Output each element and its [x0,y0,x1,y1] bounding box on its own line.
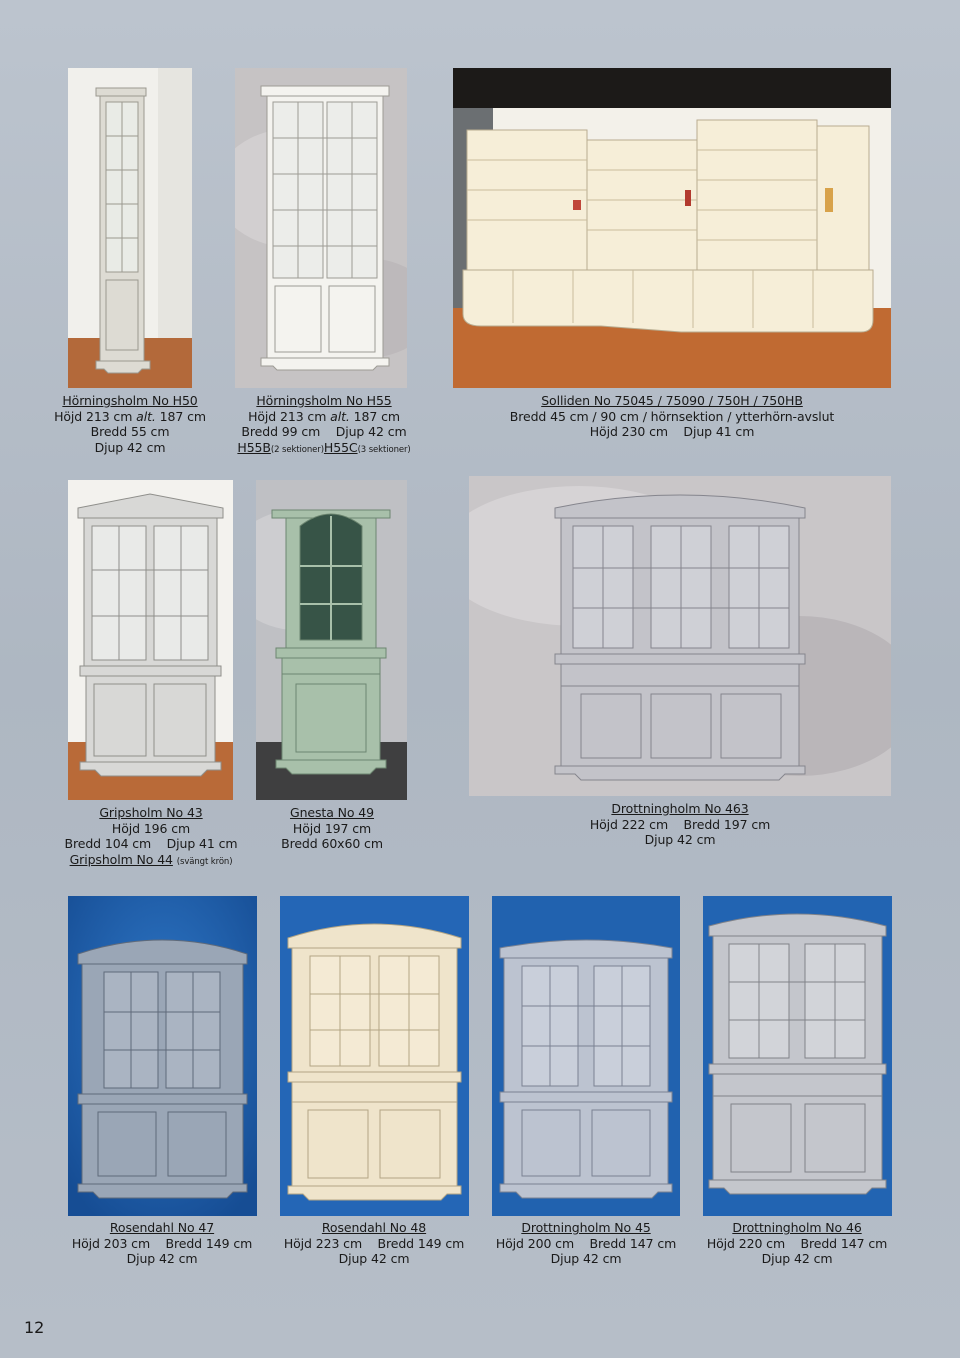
product-title[interactable]: Drottningholm No 463 [611,801,749,816]
variant-code[interactable]: H55C [323,439,358,455]
dimensions-text: Höjd 203 cm Bredd 149 cm [71,1235,253,1251]
product-title[interactable]: Solliden No 75045 / 75090 / 750H / 750HB [541,393,803,408]
depth-text: Djup 42 cm [126,1251,198,1266]
photo-solliden [453,68,891,388]
caption-rosendahl-47 [52,1220,272,1267]
dimensions-text: Höjd 222 cm Bredd 197 cm [589,816,771,832]
dimensions-text: Bredd 99 cm Djup 42 cm [241,424,407,439]
depth-text: Djup 42 cm [761,1251,833,1266]
product-title[interactable]: Drottningholm No 46 [732,1220,862,1235]
depth-text: Djup 42 cm [644,832,716,847]
photo-rosendahl-48 [280,896,469,1216]
photo-rosendahl-47 [68,896,257,1216]
dimensions-text: Höjd 200 cm Bredd 147 cm [495,1235,677,1251]
depth-text: Djup 42 cm [550,1251,622,1266]
product-title[interactable]: Drottningholm No 45 [521,1220,651,1235]
variant-code[interactable]: H55B [237,439,271,455]
width-text: Bredd 60x60 cm [281,836,383,851]
product-title[interactable]: Hörningsholm No H50 [62,393,198,408]
caption-gripsholm-43 [51,805,251,870]
depth-text: Djup 42 cm [94,439,166,455]
product-title[interactable]: Gnesta No 49 [289,805,375,820]
variant-note: (svängt krön) [176,856,233,867]
photo-horningsholm-h55 [235,68,407,388]
widths-text: Bredd 45 cm / 90 cm / hörnsektion / ytterhörn-avslut [509,408,835,424]
alt-height-text: 187 cm [159,408,206,424]
photo-horningsholm-h50 [68,68,192,388]
alt-height-text: 187 cm [353,408,400,424]
product-title[interactable]: Rosendahl No 48 [321,1220,427,1235]
photo-gnesta-49 [256,480,407,800]
page-number: 12 [24,1318,45,1337]
width-text: Bredd 55 cm [90,424,170,439]
photo-drottningholm-45 [492,896,680,1216]
product-title[interactable]: Rosendahl No 47 [109,1220,215,1235]
variant-note: (3 sektioner) [357,444,411,455]
photo-drottningholm-46 [703,896,892,1216]
variant-code[interactable]: Gripsholm No 44 [69,851,173,867]
caption-drottningholm-46 [687,1220,907,1267]
caption-rosendahl-48 [264,1220,484,1267]
caption-gnesta-49 [252,805,412,852]
depth-text: Djup 42 cm [338,1251,410,1266]
caption-horningsholm-h55 [222,393,426,458]
dimensions-text: Höjd 230 cm Djup 41 cm [589,424,755,439]
alt-label: alt. [136,408,156,424]
height-text: Höjd 197 cm [292,820,372,836]
dimensions-text: Bredd 104 cm Djup 41 cm [64,836,238,851]
variant-note: (2 sektioner) [270,444,324,455]
height-text: Höjd 213 cm [54,408,133,424]
product-title[interactable]: Hörningsholm No H55 [256,393,392,408]
caption-horningsholm-h50 [40,393,220,455]
height-text: Höjd 213 cm [248,408,327,424]
photo-drottningholm-463 [469,476,891,796]
caption-drottningholm-463 [530,801,830,848]
cabinet-h50 [96,88,150,373]
photo-gripsholm-43 [68,480,233,800]
caption-solliden [453,393,891,440]
alt-label: alt. [330,408,350,424]
height-text: Höjd 196 cm [111,820,191,836]
product-title[interactable]: Gripsholm No 43 [99,805,203,820]
caption-drottningholm-45 [476,1220,696,1267]
dimensions-text: Höjd 220 cm Bredd 147 cm [706,1235,888,1251]
dimensions-text: Höjd 223 cm Bredd 149 cm [283,1235,465,1251]
